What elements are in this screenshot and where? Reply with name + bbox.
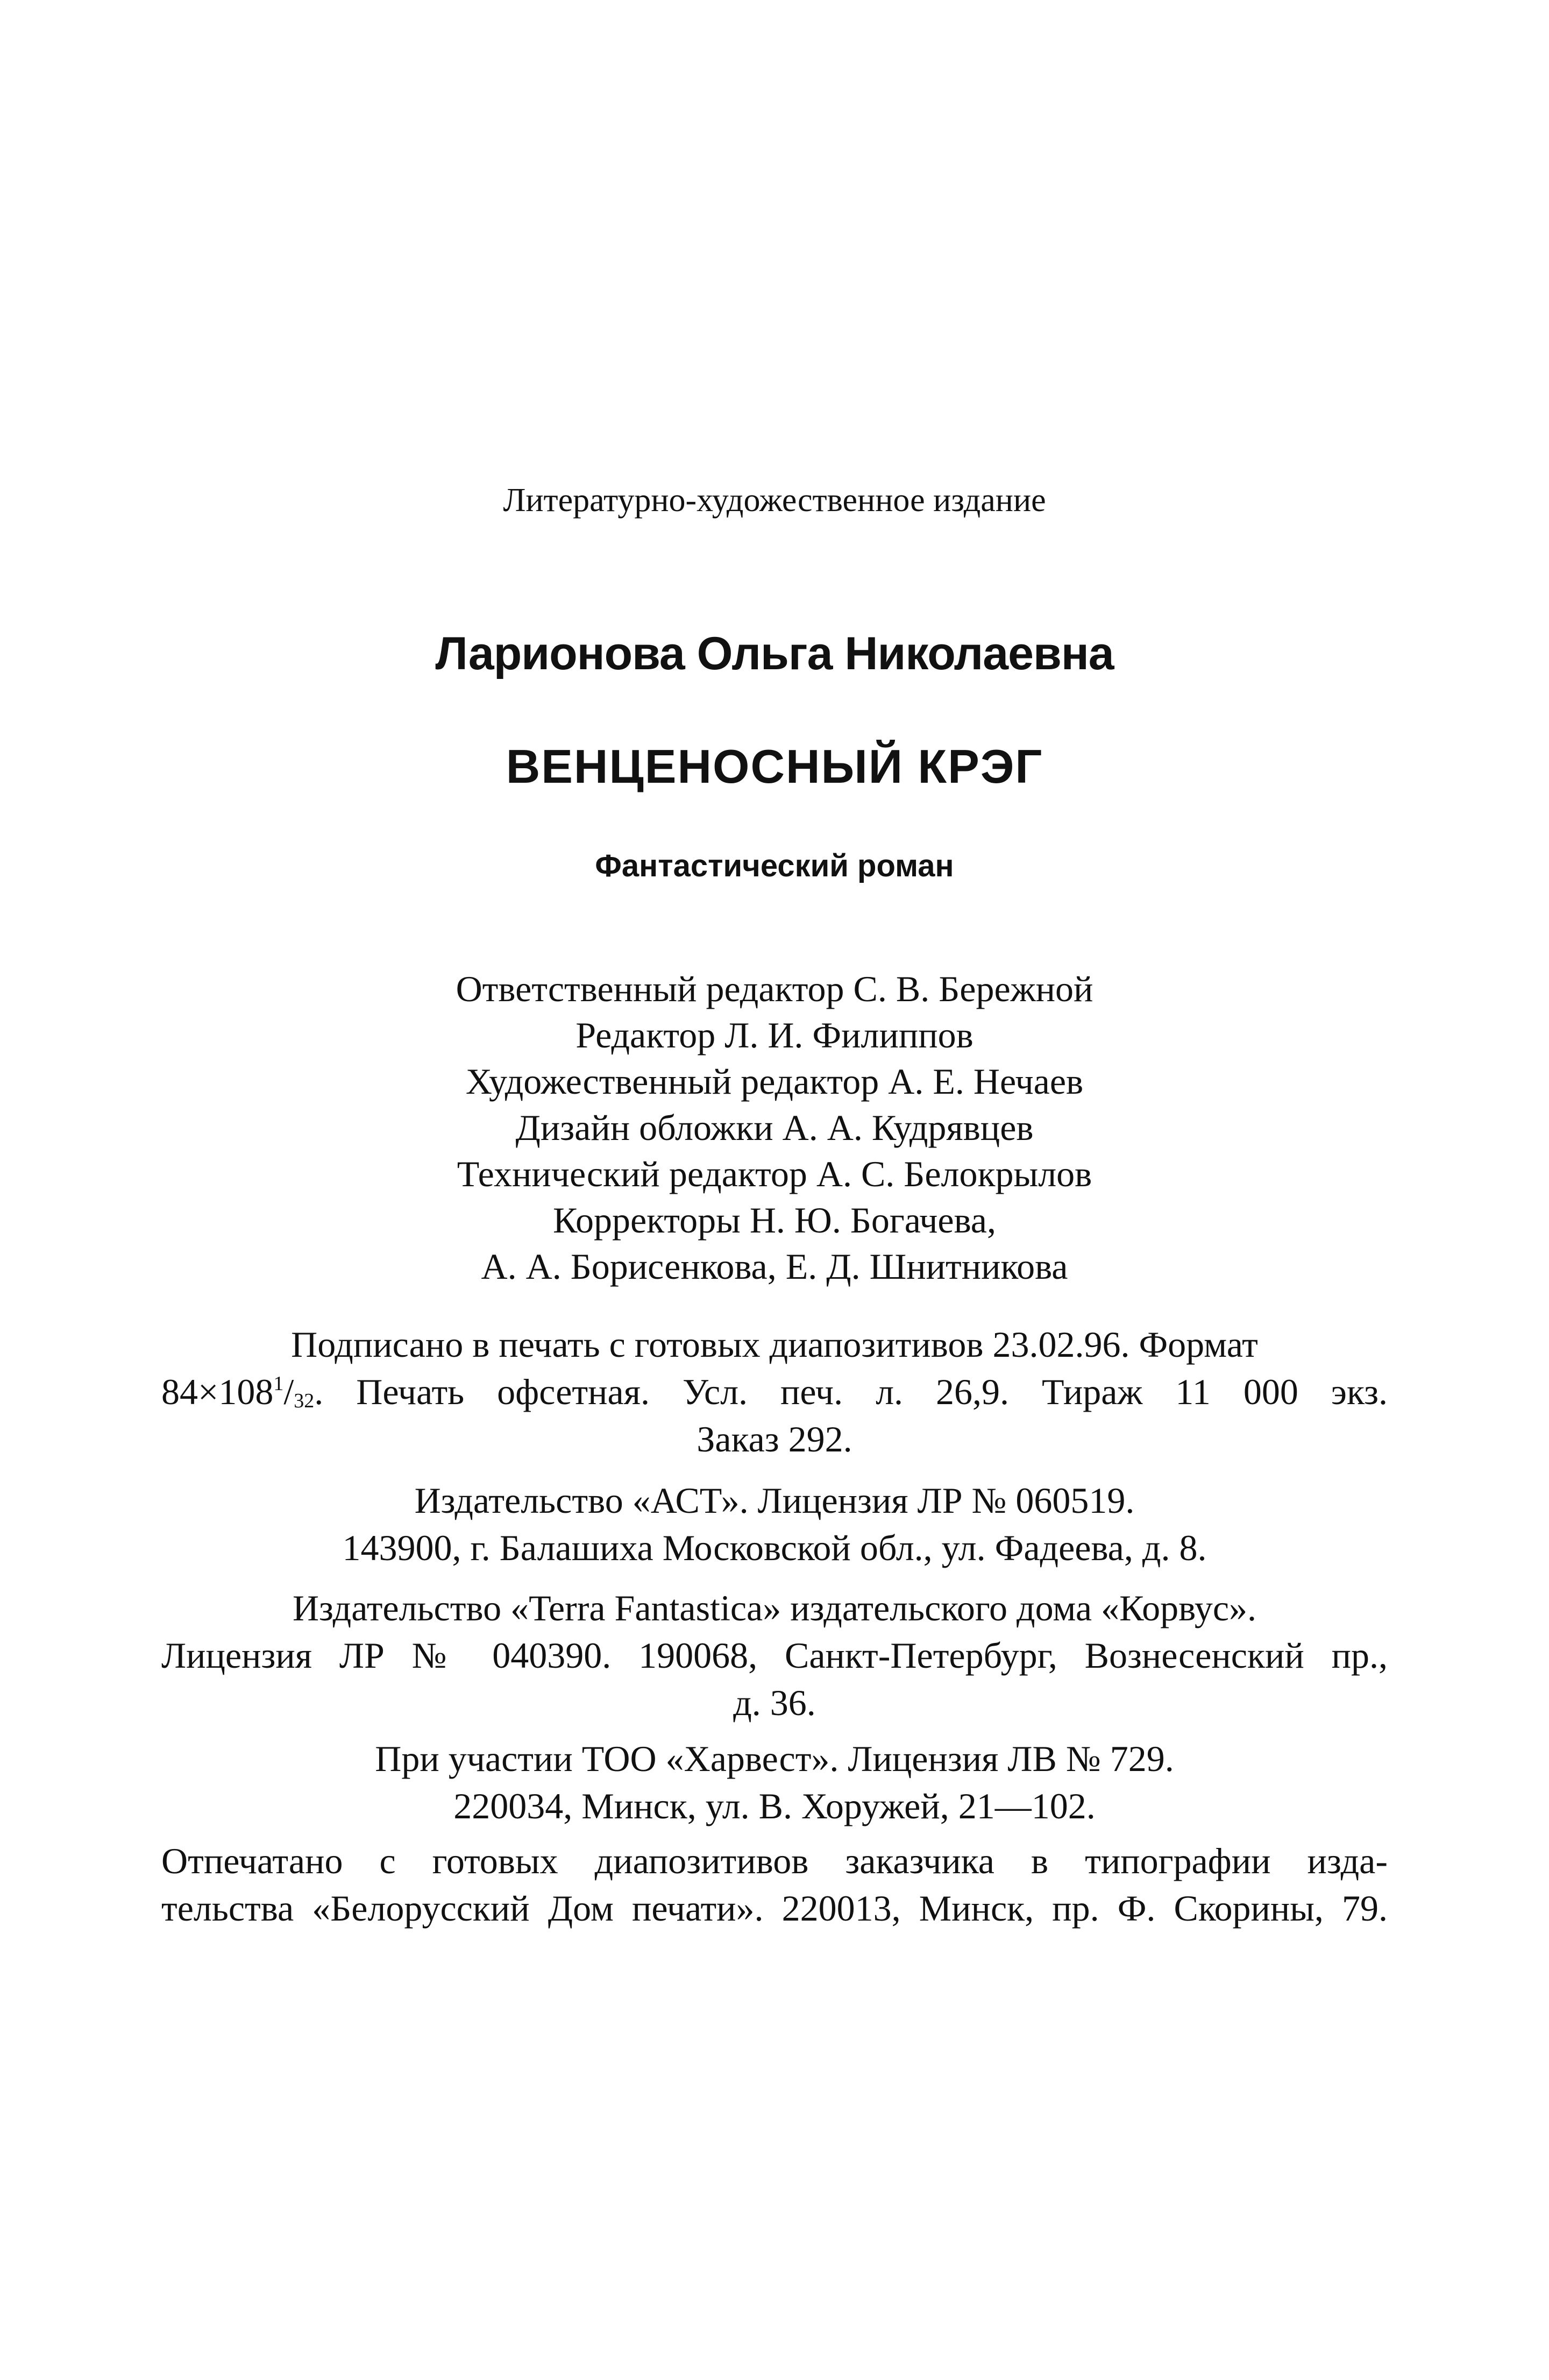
participation xyxy=(161,1735,1388,1830)
print-info-line: Заказ 292. xyxy=(697,1419,852,1460)
publisher-ast xyxy=(161,1477,1388,1571)
publisher-ast-line: Издательство «АСТ». Лицензия ЛР № 060519. xyxy=(414,1480,1135,1521)
print-info-line: Подписано в печать с готовых диапозитивов 23.02.96. Формат xyxy=(291,1324,1258,1365)
format-rest: . Печать офсетная. Усл. печ. л. 26,9. Тираж 11 000 экз. xyxy=(314,1371,1388,1412)
staff-line: Корректоры Н. Ю. Богачева, xyxy=(553,1200,996,1241)
staff-line: А. А. Борисенкова, Е. Д. Шнитникова xyxy=(481,1246,1068,1287)
print-info-format-line: $84\times 108^1/_{32}$. Печать офсетная. Усл. печ. л. 26,9. Тираж 11 000 экз. xyxy=(161,1371,1388,1412)
staff-line: Художественный редактор А. Е. Нечаев xyxy=(465,1061,1084,1102)
printing-house-line: тельства «Белорусский Дом печати». 220013, Минск, пр. Ф. Скорины, 79. xyxy=(161,1888,1388,1929)
printing-house-line: Отпечатано с готовых диапозитивов заказчика в типографии изда- xyxy=(161,1840,1388,1881)
staff-line: Ответственный редактор С. В. Бережной xyxy=(456,968,1093,1009)
format-numerator: 1 xyxy=(273,1372,284,1395)
staff-line: Редактор Л. И. Филиппов xyxy=(575,1015,974,1056)
book-title: ВЕНЦЕНОСНЫЙ КРЭГ xyxy=(506,740,1043,793)
genre-label: Фантастический роман xyxy=(595,848,954,883)
publisher-terra-line: Лицензия ЛР № 040390. 190068, Санкт-Петербург, Вознесенский пр., xyxy=(161,1635,1388,1676)
print-info xyxy=(161,1321,1388,1463)
publisher-terra-line: д. 36. xyxy=(733,1682,816,1723)
publisher-terra xyxy=(161,1584,1388,1726)
participation-line: 220034, Минск, ул. В. Хоружей, 21—102. xyxy=(453,1786,1096,1826)
staff-line: Дизайн обложки А. А. Кудрявцев xyxy=(515,1107,1034,1148)
author-name: Ларионова Ольга Николаевна xyxy=(435,628,1114,679)
publisher-terra-line: Издательство «Terra Fantastica» издательского дома «Корвус». xyxy=(292,1588,1257,1628)
format-denominator: 32 xyxy=(294,1390,315,1412)
publisher-ast-line: 143900, г. Балашиха Московской обл., ул. Фадеева, д. 8. xyxy=(342,1527,1207,1568)
format-prefix: 84×108 xyxy=(161,1371,274,1412)
series-label: Литературно-художественное издание xyxy=(503,482,1046,519)
participation-line: При участии ТОО «Харвест». Лицензия ЛВ № 729. xyxy=(375,1738,1174,1779)
printing-house xyxy=(161,1837,1388,1932)
staff-line: Технический редактор А. С. Белокрылов xyxy=(457,1153,1092,1194)
